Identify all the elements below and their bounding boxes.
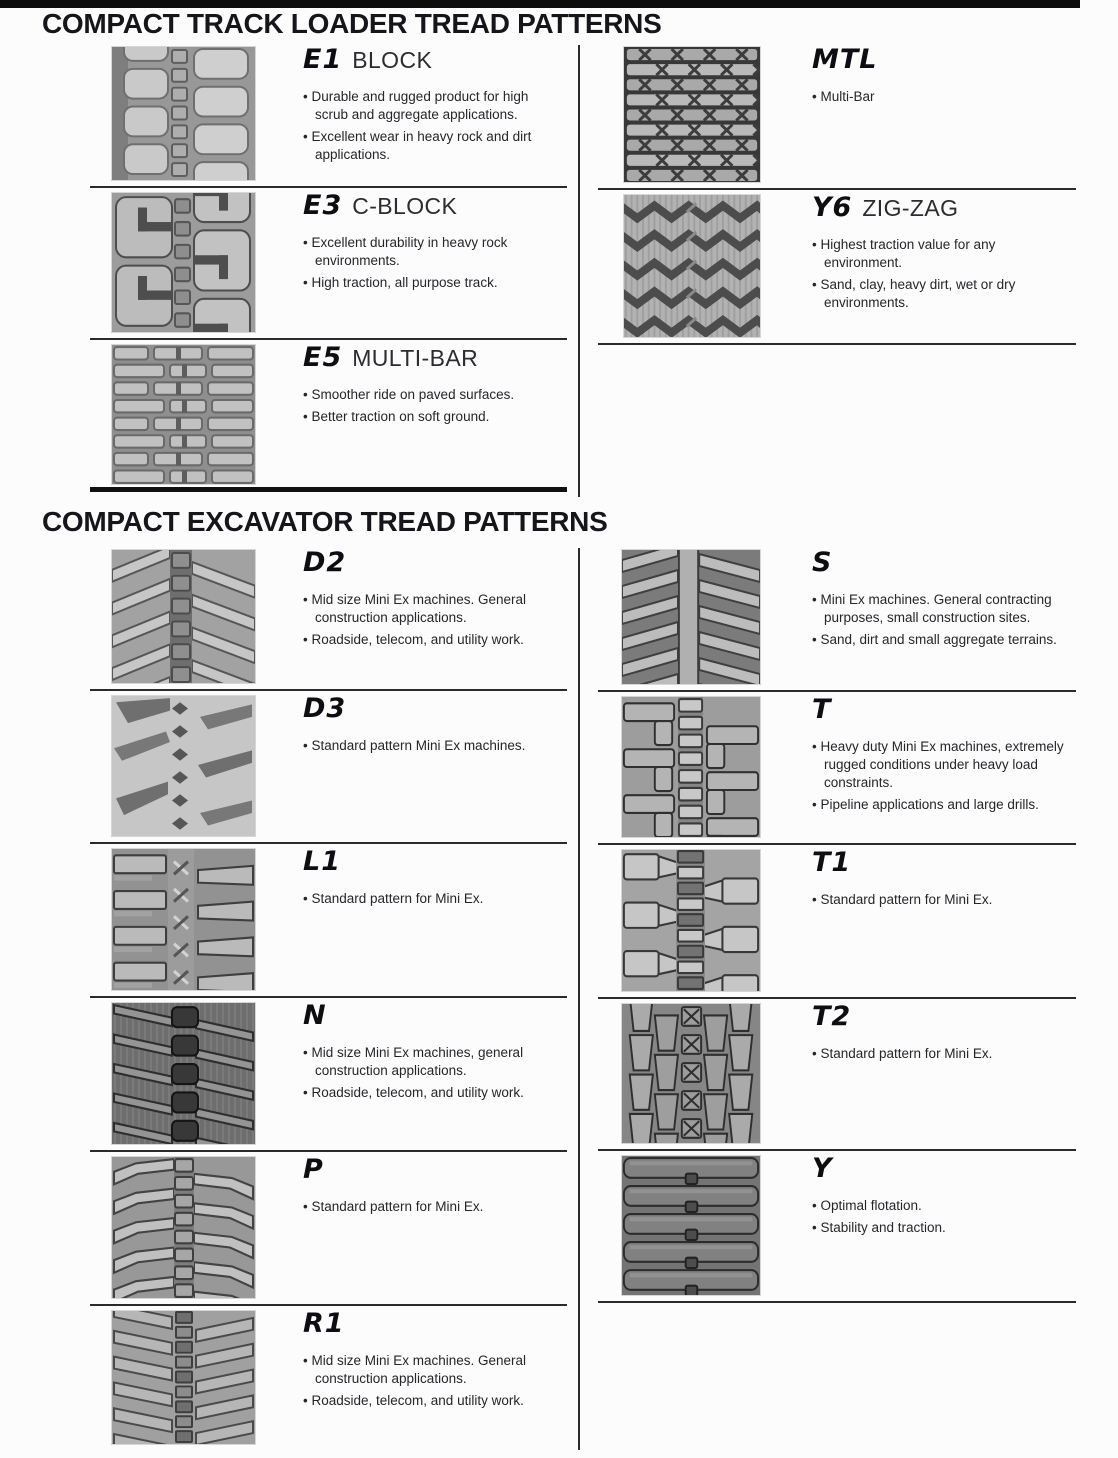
tread-title bbox=[303, 44, 432, 75]
tread-pattern-p-image bbox=[112, 1157, 255, 1298]
tread-title bbox=[303, 547, 346, 578]
tread-bullets bbox=[303, 234, 561, 296]
bullet-item: • Better traction on soft ground. bbox=[303, 408, 561, 426]
tread-title bbox=[303, 693, 346, 724]
tread-item-e1 bbox=[90, 42, 567, 188]
bullet-item: • Highest traction value for any environment. bbox=[812, 236, 1074, 272]
bullet-item: • Standard pattern Mini Ex machines. bbox=[303, 737, 561, 755]
bullet-item: • Excellent durability in heavy rock environments. bbox=[303, 234, 561, 270]
bullet-item: • Sand, clay, heavy dirt, wet or dry environments. bbox=[812, 276, 1074, 312]
tread-item-t bbox=[598, 692, 1076, 845]
bullet-item: • Multi-Bar bbox=[812, 88, 1074, 106]
tread-code: L1 bbox=[303, 846, 341, 877]
tread-bullets bbox=[812, 891, 1074, 913]
tread-pattern-y-image bbox=[622, 1156, 760, 1295]
bullet-item: • Optimal flotation. bbox=[812, 1197, 1074, 1215]
tread-code: MTL bbox=[812, 44, 878, 75]
tread-bullets bbox=[303, 890, 561, 912]
tread-title bbox=[812, 44, 878, 75]
tread-title bbox=[812, 847, 851, 878]
tread-code: D2 bbox=[303, 547, 347, 578]
tread-code: T2 bbox=[812, 1001, 852, 1032]
tread-pattern-t-image bbox=[622, 697, 760, 837]
tread-title bbox=[812, 694, 831, 725]
tread-title bbox=[812, 547, 832, 578]
bullet-item: • Roadside, telecom, and utility work. bbox=[303, 631, 561, 649]
tread-item-p bbox=[90, 1152, 567, 1306]
tread-title bbox=[303, 342, 478, 373]
bullet-item: • Standard pattern for Mini Ex. bbox=[303, 890, 561, 908]
bullet-item: • Roadside, telecom, and utility work. bbox=[303, 1084, 561, 1102]
tread-bullets bbox=[812, 236, 1074, 316]
tread-code: R1 bbox=[303, 1308, 345, 1339]
bullet-item: • Standard pattern for Mini Ex. bbox=[812, 1045, 1074, 1063]
tread-bullets bbox=[303, 591, 561, 653]
tread-bullets bbox=[303, 1044, 561, 1106]
bullet-item: • Heavy duty Mini Ex machines, extremely rugged conditions under heavy load constraints. bbox=[812, 738, 1074, 792]
tread-subtitle: MULTI-BAR bbox=[352, 345, 479, 371]
tread-bullets bbox=[303, 1198, 561, 1220]
bullet-item: • Stability and traction. bbox=[812, 1219, 1074, 1237]
tread-code: T1 bbox=[812, 847, 852, 878]
bullet-item: • Mid size Mini Ex machines. General construction applications. bbox=[303, 1352, 561, 1388]
tread-bullets bbox=[303, 737, 561, 759]
tread-bullets bbox=[812, 1045, 1074, 1067]
tread-item-e5 bbox=[90, 340, 567, 492]
tread-pattern-e1-image bbox=[112, 47, 255, 180]
tread-code: N bbox=[303, 1000, 327, 1031]
tread-title bbox=[303, 1000, 327, 1031]
tread-code: D3 bbox=[303, 693, 347, 724]
tread-pattern-s-image bbox=[622, 550, 760, 684]
tread-code: E1 bbox=[303, 44, 343, 75]
tread-pattern-r1-image bbox=[112, 1311, 255, 1444]
tread-subtitle: ZIG-ZAG bbox=[862, 195, 959, 221]
tread-item-d2 bbox=[90, 545, 567, 691]
tread-code: Y6 bbox=[812, 192, 853, 223]
tread-item-n bbox=[90, 998, 567, 1152]
bullet-item: • High traction, all purpose track. bbox=[303, 274, 561, 292]
bullet-item: • Roadside, telecom, and utility work. bbox=[303, 1392, 561, 1410]
tread-pattern-mtl-image bbox=[624, 47, 760, 182]
tread-item-d3 bbox=[90, 691, 567, 844]
tread-code: P bbox=[303, 1154, 324, 1185]
tread-bullets bbox=[303, 88, 561, 168]
tread-title bbox=[812, 1153, 833, 1184]
tread-item-t2 bbox=[598, 999, 1076, 1151]
tread-title bbox=[812, 192, 958, 223]
tread-item-r1 bbox=[90, 1306, 567, 1452]
tread-code: Y bbox=[812, 1153, 833, 1184]
tread-title bbox=[303, 190, 457, 221]
bullet-item: • Standard pattern for Mini Ex. bbox=[812, 891, 1074, 909]
tread-item-y bbox=[598, 1151, 1076, 1303]
tread-bullets bbox=[812, 88, 1074, 110]
tread-subtitle: BLOCK bbox=[352, 47, 433, 73]
section-title: COMPACT TRACK LOADER TREAD PATTERNS bbox=[42, 8, 662, 39]
column-divider bbox=[578, 45, 580, 497]
tread-item-t1 bbox=[598, 845, 1076, 999]
tread-bullets bbox=[303, 386, 561, 430]
tread-code: T bbox=[812, 694, 832, 725]
tread-bullets bbox=[812, 591, 1074, 653]
column-divider bbox=[578, 548, 580, 1450]
tread-subtitle: C-BLOCK bbox=[352, 193, 458, 219]
tread-pattern-t2-image bbox=[622, 1004, 760, 1143]
tread-title bbox=[303, 1154, 324, 1185]
tread-title bbox=[303, 846, 341, 877]
bullet-item: • Mini Ex machines. General contracting purposes, small construction sites. bbox=[812, 591, 1074, 627]
bullet-item: • Mid size Mini Ex machines. General construction applications. bbox=[303, 591, 561, 627]
tread-bullets bbox=[812, 1197, 1074, 1241]
tread-pattern-e3-image bbox=[112, 193, 255, 332]
tread-pattern-d2-image bbox=[112, 550, 255, 683]
tread-bullets bbox=[303, 1352, 561, 1414]
bullet-item: • Excellent wear in heavy rock and dirt applications. bbox=[303, 128, 561, 164]
tread-code: S bbox=[812, 547, 833, 578]
bullet-item: • Smoother ride on paved surfaces. bbox=[303, 386, 561, 404]
tread-pattern-l1-image bbox=[112, 849, 255, 990]
bullet-item: • Pipeline applications and large drills. bbox=[812, 796, 1074, 814]
tread-pattern-d3-image bbox=[112, 696, 255, 836]
tread-item-mtl bbox=[598, 42, 1076, 190]
bullet-item: • Sand, dirt and small aggregate terrains. bbox=[812, 631, 1074, 649]
bullet-item: • Standard pattern for Mini Ex. bbox=[303, 1198, 561, 1216]
bullet-item: • Mid size Mini Ex machines, general construction applications. bbox=[303, 1044, 561, 1080]
tread-code: E5 bbox=[303, 342, 343, 373]
tread-pattern-n-image bbox=[112, 1003, 255, 1144]
tread-pattern-y6-image bbox=[624, 195, 760, 337]
tread-title bbox=[812, 1001, 851, 1032]
section-title: COMPACT EXCAVATOR TREAD PATTERNS bbox=[42, 506, 608, 537]
tread-item-l1 bbox=[90, 844, 567, 998]
bullet-item: • Durable and rugged product for high scrub and aggregate applications. bbox=[303, 88, 561, 124]
tread-pattern-t1-image bbox=[622, 850, 760, 991]
tread-item-y6 bbox=[598, 190, 1076, 345]
tread-code: E3 bbox=[303, 190, 343, 221]
tread-pattern-e5-image bbox=[112, 345, 255, 484]
tread-item-e3 bbox=[90, 188, 567, 340]
top-rule bbox=[0, 0, 1080, 8]
tread-title bbox=[303, 1308, 345, 1339]
tread-bullets bbox=[812, 738, 1074, 818]
tread-item-s bbox=[598, 545, 1076, 692]
